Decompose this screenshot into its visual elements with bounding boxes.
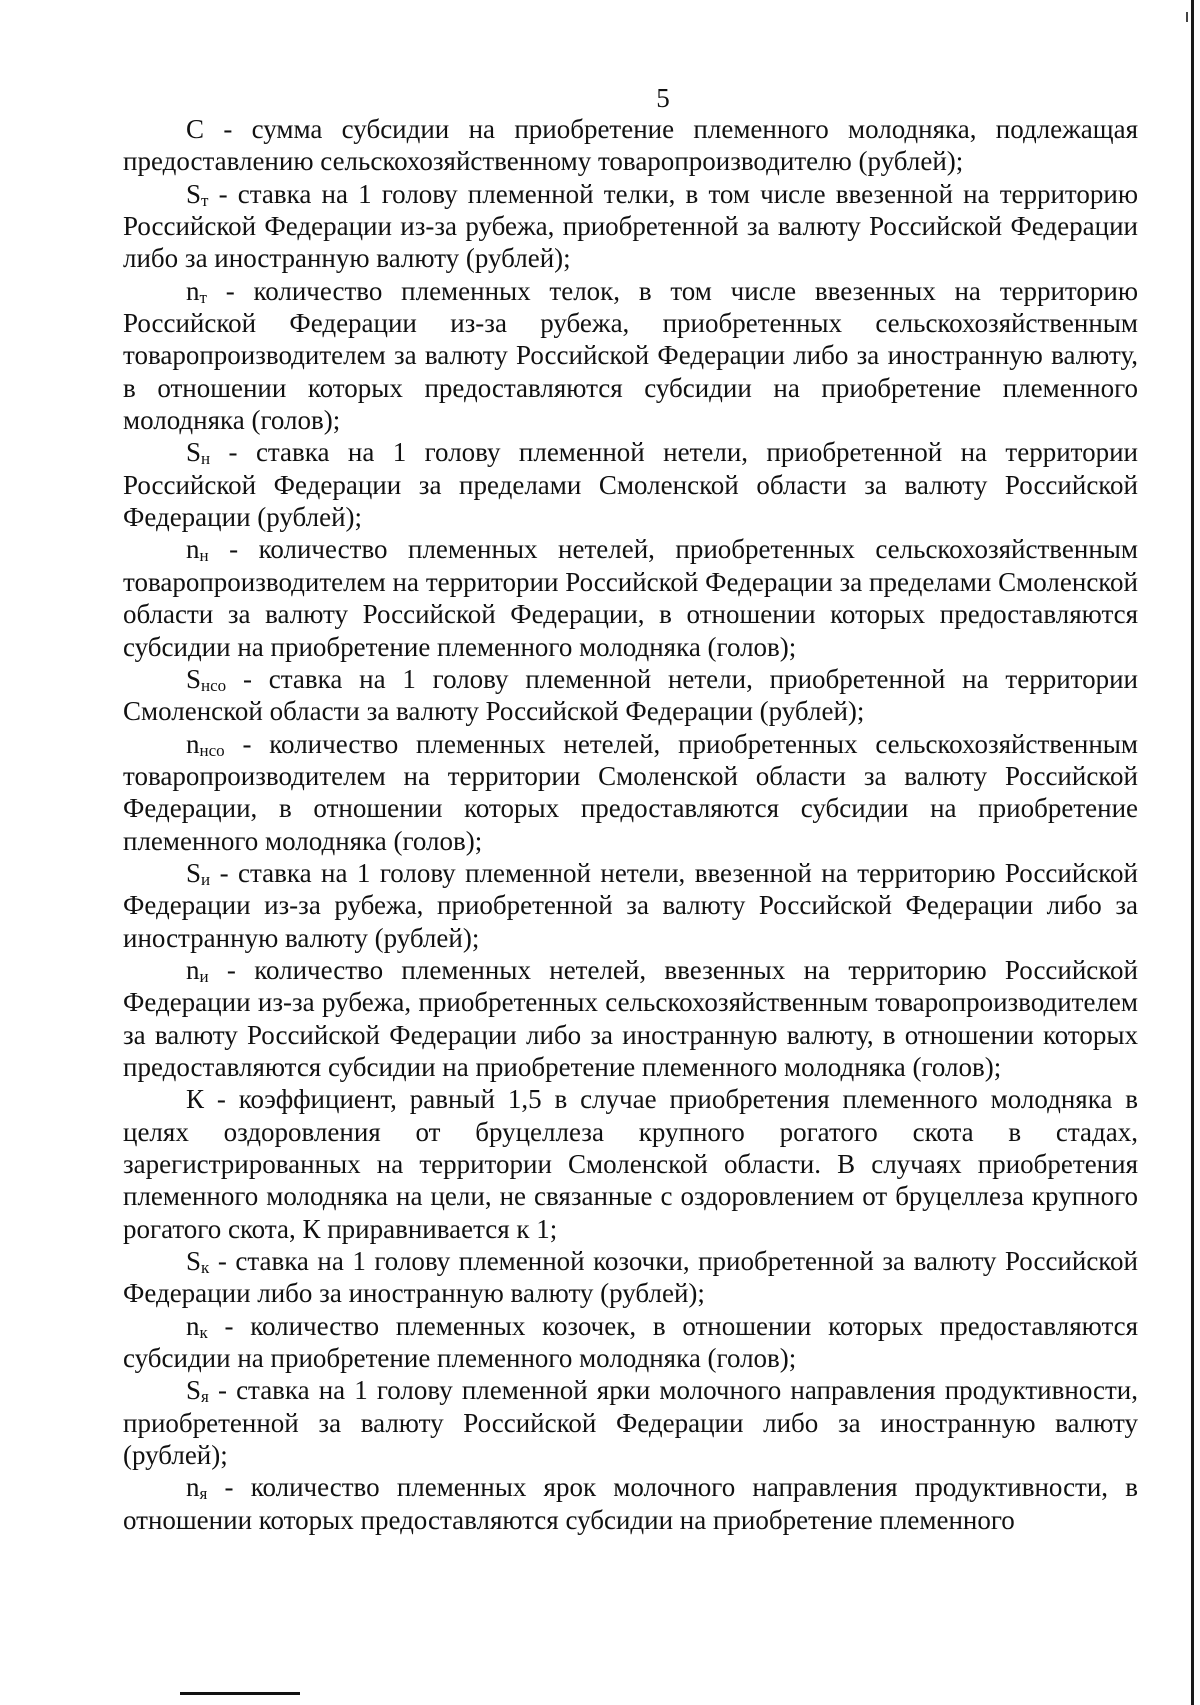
paragraph-imported-heifer-count: $n_и$ - количество племенных нетелей, ввезенных на территорию Российской Федерации из-за рубежа, приобретенных сельскохозяйственным товаропроизводителем за валюту Российской Федерации либо за иностранную валюту, в отношении которых предоставляются субсидии на приобретение племенного молодняка (голов); — [123, 954, 1138, 1082]
document-body — [123, 113, 1138, 1536]
paragraph-heifer-count: $n_т$ - количество племенных телок, в том числе ввезенных на территорию Российской Федерации из-за рубежа, приобретенных сельскохозяйственным товаропроизводителем за валюту Российской Федерации либо за иностранную валюту, в отношении которых предоставляются субсидии на приобретение племенного молодняка (голов); — [123, 275, 1138, 436]
scan-edge-mark — [1186, 12, 1188, 22]
paragraph-coefficient: К - коэффициент, равный 1,5 в случае приобретения племенного молодняка в целях оздоровления от бруцеллеза крупного рогатого скота в стадах, зарегистрированных на территории Смоленской области. В случаях приобретения племенного молодняка на цели, не связанные с оздоровлением от бруцеллеза крупного рогатого скота, К приравнивается к 1; — [123, 1084, 1138, 1244]
paragraph-pregnant-heifer-rate: $S_н$ - ставка на 1 голову племенной нетели, приобретенной на территории Российской Федерации за пределами Смоленской области за валюту Российской Федерации (рублей); — [123, 437, 1138, 533]
paragraph-smolensk-heifer-rate: $S_{нсо}$ - ставка на 1 голову племенной нетели, приобретенной на территории Смоленской области за валюту Российской Федерации (рублей); — [123, 663, 1138, 727]
page-number: 5 — [656, 83, 670, 113]
scan-edge-line — [1191, 0, 1194, 1705]
paragraph-imported-heifer-rate: $S_и$ - ставка на 1 голову племенной нетели, ввезенной на территорию Российской Федерации из-за рубежа, приобретенной за валюту Российской Федерации либо за иностранную валюту (рублей); — [123, 857, 1138, 953]
paragraph-heifer-rate: $S_т$ - ставка на 1 голову племенной телки, в том числе ввезенной на территорию Российской Федерации из-за рубежа, приобретенной за валюту Российской Федерации либо за иностранную валюту (рублей); — [123, 178, 1138, 274]
footnote-rule — [180, 1692, 300, 1695]
paragraph-goat-rate: $S_к$ - ставка на 1 голову племенной козочки, приобретенной за валюту Российской Федерации либо за иностранную валюту (рублей); — [123, 1246, 1138, 1309]
paragraph-ewe-rate: $S_я$ - ставка на 1 голову племенной ярки молочного направления продуктивности, приобретенной за валюту Российской Федерации либо за иностранную валюту (рублей); — [123, 1375, 1138, 1471]
paragraph-ewe-count: $n_я$ - количество племенных ярок молочного направления продуктивности, в отношении которых предоставляются субсидии на приобретение племенного — [123, 1472, 1138, 1535]
paragraph-goat-count: $n_к$ - количество племенных козочек, в отношении которых предоставляются субсидии на приобретение племенного молодняка (голов); — [123, 1310, 1138, 1374]
paragraph-pregnant-heifer-count: $n_н$ - количество племенных нетелей, приобретенных сельскохозяйственным товаропроизводителем на территории Российской Федерации за пределами Смоленской области за валюту Российской Федерации, в отношении которых предоставляются субсидии на приобретение племенного молодняка (голов); — [123, 534, 1138, 662]
paragraph-smolensk-heifer-count: $n_{нсо}$ - количество племенных нетелей, приобретенных сельскохозяйственным товаропроизводителем на территории Смоленской области за валюту Российской Федерации, в отношении которых предоставляются субсидии на приобретение племенного молодняка (голов); — [123, 728, 1138, 856]
paragraph-subsidy-sum: С - сумма субсидии на приобретение племенного молодняка, подлежащая предоставлению сельскохозяйственному товаропроизводителю (рублей); — [123, 114, 1138, 177]
